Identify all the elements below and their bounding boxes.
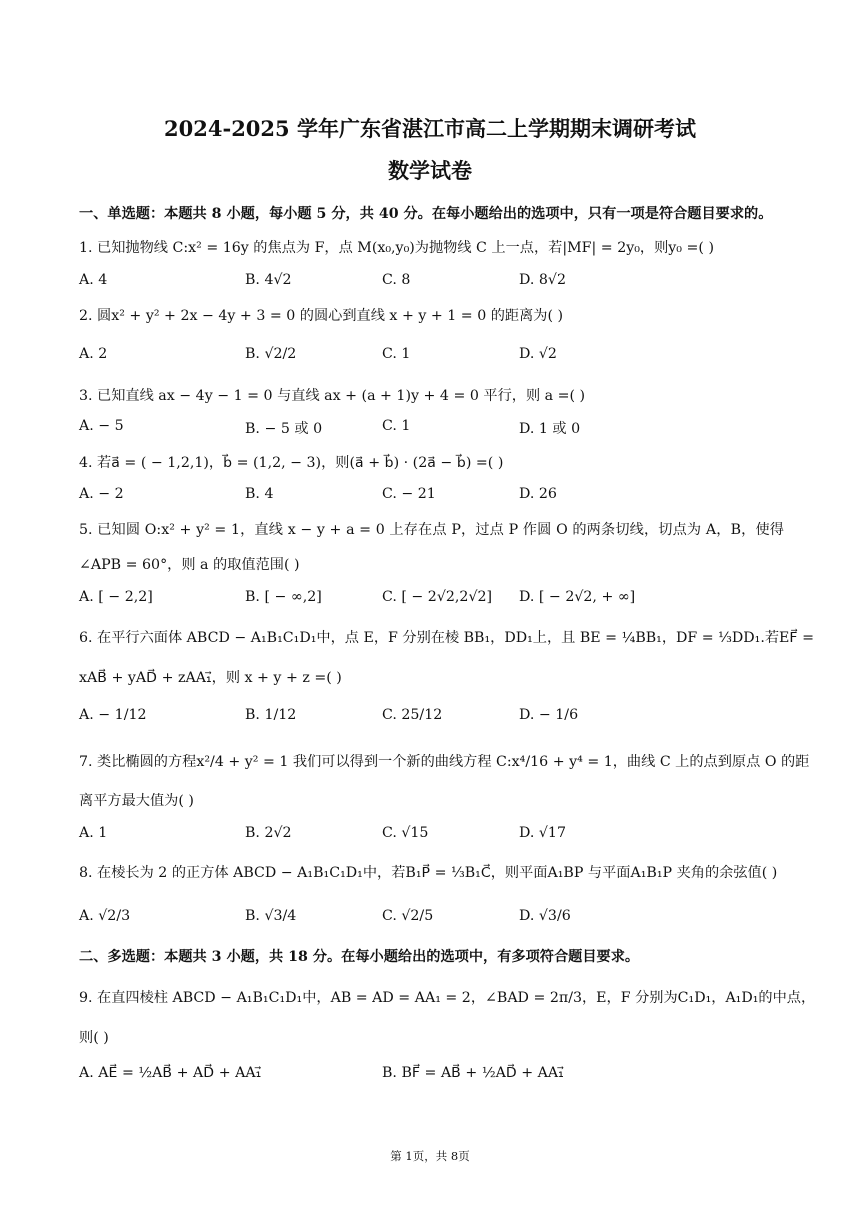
question-7-option-b: B. 2√2 — [245, 825, 292, 841]
question-6-stem-line-1: 6. 在平行六面体 ABCD − A₁B₁C₁D₁中，点 E，F 分别在棱 BB₁，DD₁上，且 BE = ¼BB₁，DF = ⅓DD₁.若EF⃗ = — [79, 630, 814, 646]
question-4-stem: 4. 若a⃗ = ( − 1,2,1)，b⃗ = (1,2, − 3)，则(a⃗ + b⃗) · (2a⃗ − b⃗) =( ) — [79, 455, 504, 471]
question-6-option-d: D. − 1/6 — [519, 707, 579, 723]
question-9-stem-line-1: 9. 在直四棱柱 ABCD − A₁B₁C₁D₁中，AB = AD = AA₁ = 2，∠BAD = 2π/3，E，F 分别为C₁D₁，A₁D₁的中点， — [79, 990, 816, 1006]
question-7-option-d: D. √17 — [519, 825, 566, 841]
question-4-option-a: A. − 2 — [79, 486, 124, 502]
question-5-option-d: D. [ − 2√2, + ∞] — [519, 589, 636, 605]
question-6-option-b: B. 1/12 — [245, 707, 297, 723]
question-2-option-b: B. √2/2 — [245, 346, 297, 362]
question-8-stem: 8. 在棱长为 2 的正方体 ABCD − A₁B₁C₁D₁中，若B₁P⃗ = ⅓B₁C⃗，则平面A₁BP 与平面A₁B₁P 夹角的余弦值( ) — [79, 865, 778, 881]
question-4-option-c: C. − 21 — [382, 486, 436, 502]
question-3-option-a: A. − 5 — [79, 418, 124, 434]
question-9-option-a: A. AE⃗ = ½AB⃗ + AD⃗ + AA₁⃗ — [79, 1065, 262, 1081]
question-1-stem: 1. 已知抛物线 C:x² = 16y 的焦点为 F，点 M(x₀,y₀)为抛物线 C 上一点，若|MF| = 2y₀，则y₀ =( ) — [79, 240, 714, 256]
page-footer: 第 1页，共 8页 — [390, 1149, 470, 1163]
question-2-option-a: A. 2 — [79, 346, 108, 362]
question-7-option-a: A. 1 — [79, 825, 108, 841]
question-7-stem-line-1: 7. 类比椭圆的方程x²/4 + y² = 1 我们可以得到一个新的曲线方程 C:x⁴/16 + y⁴ = 1，曲线 C 上的点到原点 O 的距 — [79, 754, 810, 770]
page-subtitle: 数学试卷 — [388, 158, 472, 183]
question-4-option-d: D. 26 — [519, 486, 557, 502]
question-1-option-a: A. 4 — [79, 272, 108, 288]
question-6-stem-line-2: xAB⃗ + yAD⃗ + zAA₁⃗，则 x + y + z =( ) — [79, 670, 342, 686]
question-5-option-b: B. [ − ∞,2] — [245, 589, 322, 605]
section-single-choice: 一、单选题：本题共 8 小题，每小题 5 分，共 40 分。在每小题给出的选项中，只有一项是符合题目要求的。 — [79, 206, 773, 222]
question-7-option-c: C. √15 — [382, 825, 429, 841]
question-8-option-d: D. √3/6 — [519, 908, 571, 924]
question-4-option-b: B. 4 — [245, 486, 274, 502]
question-5-option-c: C. [ − 2√2,2√2] — [382, 589, 493, 605]
question-3-stem: 3. 已知直线 ax − 4y − 1 = 0 与直线 ax + (a + 1)y + 4 = 0 平行，则 a =( ) — [79, 388, 586, 404]
question-9-stem-line-2: 则( ) — [79, 1030, 109, 1046]
question-5-stem-line-2: ∠APB = 60°，则 a 的取值范围( ) — [79, 557, 300, 573]
question-1-option-b: B. 4√2 — [245, 272, 292, 288]
question-2-option-d: D. √2 — [519, 346, 557, 362]
question-8-option-a: A. √2/3 — [79, 908, 131, 924]
question-1-option-c: C. 8 — [382, 272, 411, 288]
question-7-stem-line-2: 离平方最大值为( ) — [79, 793, 194, 809]
question-3-option-c: C. 1 — [382, 418, 411, 434]
question-5-option-a: A. [ − 2,2] — [79, 589, 153, 605]
section-multiple-choice: 二、多选题：本题共 3 小题，共 18 分。在每小题给出的选项中，有多项符合题目要求。 — [79, 949, 640, 965]
question-9-option-b: B. BF⃗ = AB⃗ + ½AD⃗ + AA₁⃗ — [382, 1065, 564, 1081]
question-3-option-b: B. − 5 或 0 — [245, 421, 323, 437]
question-6-option-a: A. − 1/12 — [79, 707, 147, 723]
question-2-stem: 2. 圆x² + y² + 2x − 4y + 3 = 0 的圆心到直线 x + y + 1 = 0 的距离为( ) — [79, 308, 564, 324]
question-8-option-b: B. √3/4 — [245, 908, 297, 924]
question-2-option-c: C. 1 — [382, 346, 411, 362]
question-5-stem-line-1: 5. 已知圆 O:x² + y² = 1，直线 x − y + a = 0 上存在点 P，过点 P 作圆 O 的两条切线，切点为 A，B，使得 — [79, 522, 784, 538]
question-8-option-c: C. √2/5 — [382, 908, 434, 924]
question-1-option-d: D. 8√2 — [519, 272, 566, 288]
question-3-option-d: D. 1 或 0 — [519, 421, 581, 437]
page-title: 2024-2025 学年广东省湛江市高二上学期期末调研考试 — [164, 116, 696, 141]
question-6-option-c: C. 25/12 — [382, 707, 443, 723]
